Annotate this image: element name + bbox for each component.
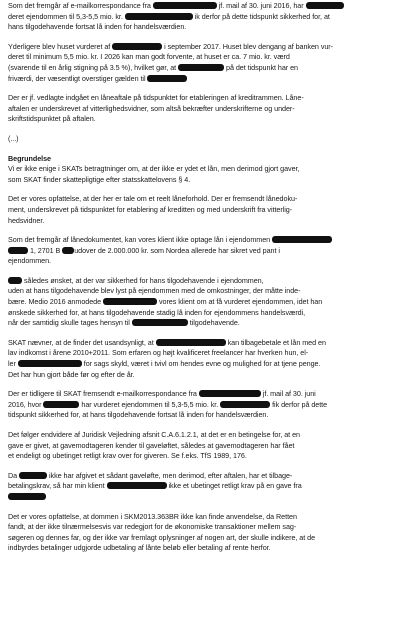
paragraph — [8, 338, 401, 380]
text-line — [8, 522, 401, 533]
text-segment: fik derfor på dette — [270, 399, 328, 409]
text-line — [8, 164, 401, 175]
text-segment: Da — [8, 470, 20, 480]
text-line — [8, 533, 401, 544]
redaction-mark — [8, 493, 46, 500]
text-segment: 2016, hvor — [8, 399, 44, 409]
text-line — [8, 481, 401, 492]
redaction-mark — [103, 298, 157, 305]
text-line — [8, 492, 401, 503]
text-segment: fandt, at der ikke tilnærmelsesvis var redegjort for de økonomiske transaktioner mellem sag- — [8, 522, 297, 532]
text-line — [8, 216, 401, 227]
text-segment: i september 2017. Huset blev dengang af banken vur- — [162, 41, 333, 51]
redaction-mark — [147, 75, 187, 82]
redaction-mark — [306, 2, 344, 9]
paragraph — [8, 389, 401, 421]
text-segment: uden at hans tilgodehavende blev lyst på ejendommen med de omkostninger, der måtte inde- — [8, 286, 301, 296]
text-line — [8, 205, 401, 216]
text-segment: Der er jf. vedlagte indgået en låneaftale på tidspunktet for etableringen af kreditrammen. Låne- — [8, 93, 304, 103]
text-line — [8, 93, 401, 104]
text-line — [8, 194, 401, 205]
text-segment: aftalen er underskrevet af vitterlighedsvidner, som altså bekræfter underskrifterne og under- — [8, 103, 295, 113]
text-segment: Det har hun gjort både før og efter de år. — [8, 369, 135, 379]
text-line — [8, 318, 401, 329]
text-segment: kan tilbagebetale et lån med en — [225, 337, 326, 347]
text-line — [8, 235, 401, 246]
text-line — [8, 543, 401, 554]
paragraph — [8, 430, 401, 462]
document-page — [8, 1, 401, 563]
text-line — [8, 400, 401, 411]
text-segment: bære. Medio 2016 anmodede — [8, 297, 103, 307]
text-line — [8, 276, 401, 287]
text-segment: ler — [8, 359, 18, 369]
text-line — [8, 359, 401, 370]
text-segment: Som det fremgår af lånedokumentet, kan vores klient ikke optage lån i ejendommen — [8, 235, 273, 245]
paragraph — [8, 276, 401, 329]
redaction-mark — [62, 247, 74, 254]
text-segment: ønskede sikkerhed for, at hans tilgodehavende stadig lå inden for ejendommens handelsværdi, — [8, 307, 306, 317]
redaction-mark — [125, 13, 193, 20]
text-segment: når der samtidig skulle tages hensyn til — [8, 318, 132, 328]
text-segment: vores klient om at få vurderet ejendommen, idet han — [157, 297, 323, 307]
text-segment: Yderligere blev huset vurderet af — [8, 41, 113, 51]
redaction-mark — [8, 277, 22, 284]
paragraph — [8, 42, 401, 84]
text-line — [8, 256, 401, 267]
text-segment: hans tilgodehavende fortsat lå inden for handelsværdien. — [8, 22, 187, 32]
text-segment: tilgodehavende. — [187, 318, 240, 328]
section-heading — [8, 154, 401, 165]
text-segment: som SKAT finder skattepligtige efter statsskattelovens § 4. — [8, 174, 191, 184]
redaction-mark — [178, 64, 224, 71]
text-segment: hedsvidner. — [8, 215, 45, 225]
text-segment: Det følger endvidere af Juridisk Vejledning afsnit C.A.6.1.2.1, at det er en betingelse for, at en — [8, 430, 300, 439]
text-segment: (...) — [8, 133, 19, 143]
text-segment: udover de 2.000.000 kr. som Nordea allerede har sikret ved pant i — [74, 245, 280, 255]
paragraph — [8, 512, 401, 554]
redaction-mark — [156, 339, 226, 346]
text-segment: søgeren og dennes far, og der ikke var fremlagt oplysninger af nogen art, der skulle indikere, at de — [8, 532, 316, 542]
redaction-mark — [43, 401, 79, 408]
redaction-mark — [272, 236, 332, 243]
redaction-mark — [112, 43, 162, 50]
text-segment: Begrundelse — [8, 153, 51, 163]
text-segment: tidspunkt sikkerhed for, at hans tilgodehavende fortsat lå inden for handelsværdien. — [8, 410, 269, 420]
text-line — [8, 410, 401, 421]
text-line — [8, 134, 401, 145]
text-line — [8, 12, 401, 23]
text-line — [8, 297, 401, 308]
text-line — [8, 52, 401, 63]
text-segment: 1, 2701 B — [28, 245, 63, 255]
text-line — [8, 441, 401, 452]
text-segment: ikke har afgivet et sådant gaveløfte, men derimod, efter aftalen, har et tilbage- — [47, 470, 293, 480]
text-line — [8, 175, 401, 186]
text-line — [8, 74, 401, 85]
text-segment: ment, underskrevet på tidspunktet for etablering af kreditten og med underskrift fra vitterlig- — [8, 204, 293, 214]
text-line — [8, 338, 401, 349]
text-segment: jf. mail af 30. juni 2016, har — [216, 1, 306, 10]
paragraph — [8, 1, 401, 33]
text-segment: friværdi, der væsentligt overstiger gælden til — [8, 73, 148, 83]
text-line — [8, 63, 401, 74]
text-segment: lav indkomst i årene 2010+2011. Som erfaren og højt kvalificeret freelancer har hverken hun, el- — [8, 348, 309, 358]
text-segment: Som det fremgår af e-mailkorrespondance fra — [8, 1, 153, 10]
text-segment: Det er vores opfattelse, at der her er tale om et reelt låneforhold. Der er fremsendt lånedoku- — [8, 194, 298, 204]
text-segment: således ønsket, at der var sikkerhed for hans tilgodehavende i ejendommen, — [22, 275, 264, 285]
text-line — [8, 286, 401, 297]
text-segment: skriftstidspunktet på aftalen. — [8, 114, 96, 124]
text-line — [8, 512, 401, 523]
text-segment: SKAT nævner, at de finder det usandsynligt, at — [8, 337, 156, 347]
text-line — [8, 471, 401, 482]
redaction-mark — [18, 360, 82, 367]
text-line — [8, 1, 401, 12]
text-segment: Der er tidligere til SKAT fremsendt e-mailkorrespondance fra — [8, 389, 199, 399]
text-segment: deret ejendommen til 5,3-5,5 mio. kr. — [8, 11, 125, 21]
text-line — [8, 389, 401, 400]
text-segment: indbyrdes betalinger udgjorde udbetaling af lånte beløb eller betaling af rente herfor. — [8, 543, 271, 553]
text-segment: på det tidspunkt har en — [224, 62, 298, 72]
text-line — [8, 308, 401, 319]
paragraph — [8, 471, 401, 503]
text-segment: for sags skyld, været i tvivl om hendes evne og mulighed for at tjene penge. — [81, 359, 321, 369]
redaction-mark — [199, 390, 261, 397]
text-line — [8, 104, 401, 115]
text-line — [8, 370, 401, 381]
paragraph — [8, 93, 401, 125]
text-line — [8, 348, 401, 359]
text-line — [8, 114, 401, 125]
text-segment: har vurderet ejendommen til 5,3-5,5 mio. kr. — [79, 399, 221, 409]
paragraph — [8, 235, 401, 267]
paragraph — [8, 134, 401, 145]
text-line — [8, 22, 401, 33]
text-segment: (svarende til en årlig stigning på 3.5 %), hvilket gør, at — [8, 62, 179, 72]
text-line — [8, 430, 401, 441]
text-segment: betalingskrav, så har min klient — [8, 481, 107, 491]
text-segment: ik derfor på dette tidspunkt sikkerhed for, at — [192, 11, 330, 21]
text-segment: ejendommen. — [8, 256, 51, 266]
redaction-mark — [220, 401, 270, 408]
text-segment: ikke et ubetinget retligt krav på en gave fra — [166, 481, 302, 491]
redaction-mark — [132, 319, 188, 326]
text-segment: deret til minimum 5,5 mio. kr. I 2026 kan man godt forvente, at huset er ca. 7 mio. kr. værd — [8, 52, 290, 62]
text-line — [8, 451, 401, 462]
redaction-mark — [8, 247, 28, 254]
text-segment: jf. mail af 30. juni — [260, 389, 316, 399]
paragraph — [8, 164, 401, 185]
redaction-mark — [19, 472, 47, 479]
text-segment: et endeligt og ubetinget retligt krav over for giveren. Se f.eks. TfS 1989, 176. — [8, 451, 247, 461]
text-line — [8, 42, 401, 53]
text-line — [8, 154, 401, 165]
text-segment: Det er vores opfattelse, at dommen i SKM2013.363BR ikke kan finde anvendelse, da Retten — [8, 511, 297, 521]
text-segment: gave er givet, at gavemodtageren kender til gaveløftet, således at gavemodtageren har fået — [8, 440, 295, 450]
redaction-mark — [107, 482, 167, 489]
paragraph — [8, 194, 401, 226]
text-segment: Vi er ikke enige i SKATs betragtninger om, at der ikke er ydet et lån, men derimod gjort gaver, — [8, 164, 300, 174]
text-line — [8, 246, 401, 257]
redaction-mark — [153, 2, 217, 9]
